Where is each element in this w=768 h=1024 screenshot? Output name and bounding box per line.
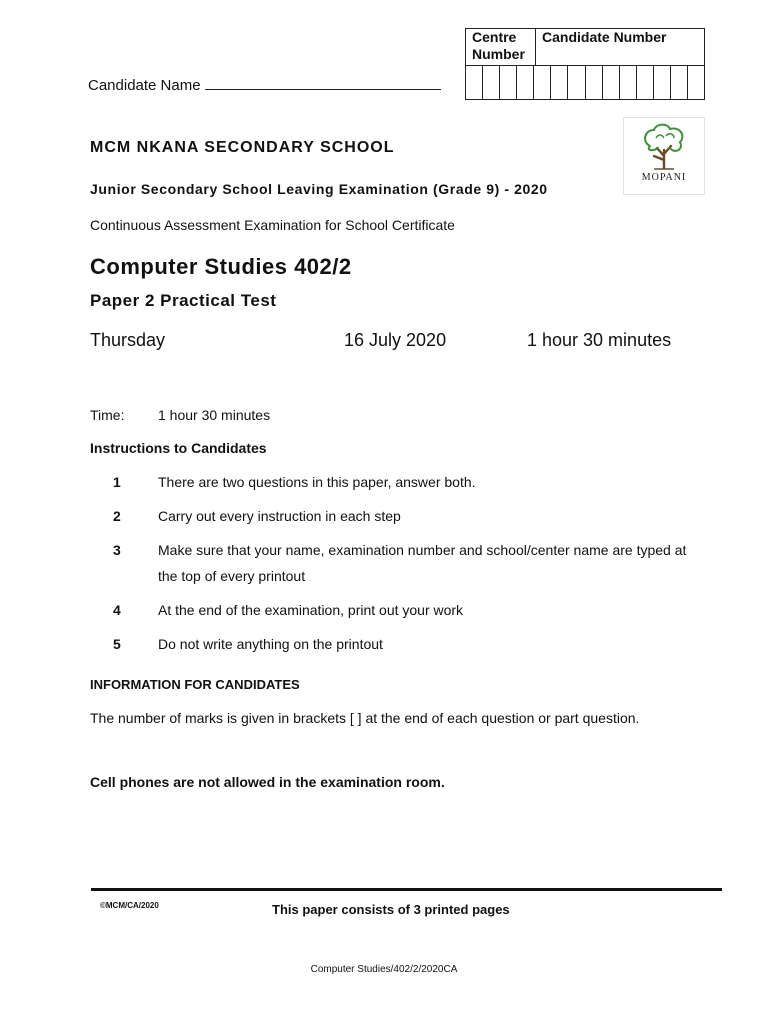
information-text: The number of marks is given in brackets [ ] at the end of each question or part question. (90, 710, 640, 726)
centre-number-label: Centre Number (466, 29, 536, 65)
number-cell (637, 65, 654, 99)
number-cell (551, 65, 568, 99)
time-label: Time: (90, 407, 125, 423)
page-count: This paper consists of 3 printed pages (272, 902, 510, 917)
number-cell (517, 65, 534, 99)
instruction-text: There are two questions in this paper, answer both. (158, 474, 476, 490)
candidate-name-label: Candidate Name (88, 77, 201, 94)
candidate-number-box (465, 28, 705, 100)
number-cell (620, 65, 637, 99)
cell-phone-notice: Cell phones are not allowed in the examination room. (90, 774, 445, 790)
instruction-text: Carry out every instruction in each step (158, 508, 401, 524)
instruction-number: 1 (113, 474, 121, 490)
exam-duration: 1 hour 30 minutes (527, 330, 672, 350)
candidate-name-field (88, 75, 441, 94)
exam-day: Thursday (90, 330, 166, 350)
number-cell (603, 65, 620, 99)
number-cell (466, 65, 483, 99)
number-cell (500, 65, 517, 99)
certificate-line: Continuous Assessment Examination for School Certificate (90, 217, 455, 233)
exam-date: 16 July 2020 (344, 330, 447, 350)
instruction-text: Do not write anything on the printout (158, 636, 383, 652)
instruction-number: 3 (113, 542, 121, 558)
logo-text: MOPANI (641, 172, 687, 183)
mopani-logo (623, 117, 705, 195)
instruction-number: 2 (113, 508, 121, 524)
subject-title: Computer Studies 402/2 (90, 254, 352, 279)
number-cell (534, 65, 551, 99)
number-cell (654, 65, 671, 99)
instruction-text: At the end of the examination, print out your work (158, 602, 464, 618)
footer-divider (91, 888, 722, 891)
information-heading: INFORMATION FOR CANDIDATES (90, 677, 300, 692)
candidate-number-label: Candidate Number (542, 29, 667, 45)
instruction-text: Make sure that your name, examination number and school/center name are typed at the top of every printout (158, 542, 687, 584)
instructions-heading: Instructions to Candidates (90, 440, 267, 456)
paper-title: Paper 2 Practical Test (90, 291, 277, 310)
number-cell (568, 65, 585, 99)
number-cell (483, 65, 500, 99)
school-name: MCM NKANA SECONDARY SCHOOL (90, 139, 395, 156)
time-value: 1 hour 30 minutes (158, 407, 271, 423)
copyright: ©MCM/CA/2020 (100, 901, 159, 910)
instruction-number: 4 (113, 602, 121, 618)
candidate-name-line (205, 75, 441, 90)
paper-code: Computer Studies/402/2/2020CA (310, 964, 458, 975)
number-cells (466, 65, 704, 99)
number-cell (688, 65, 704, 99)
tree-icon (624, 120, 704, 176)
exam-title: Junior Secondary School Leaving Examination (Grade 9) - 2020 (90, 181, 548, 197)
number-cell (586, 65, 603, 99)
instruction-number: 5 (113, 636, 121, 652)
number-cell (671, 65, 688, 99)
